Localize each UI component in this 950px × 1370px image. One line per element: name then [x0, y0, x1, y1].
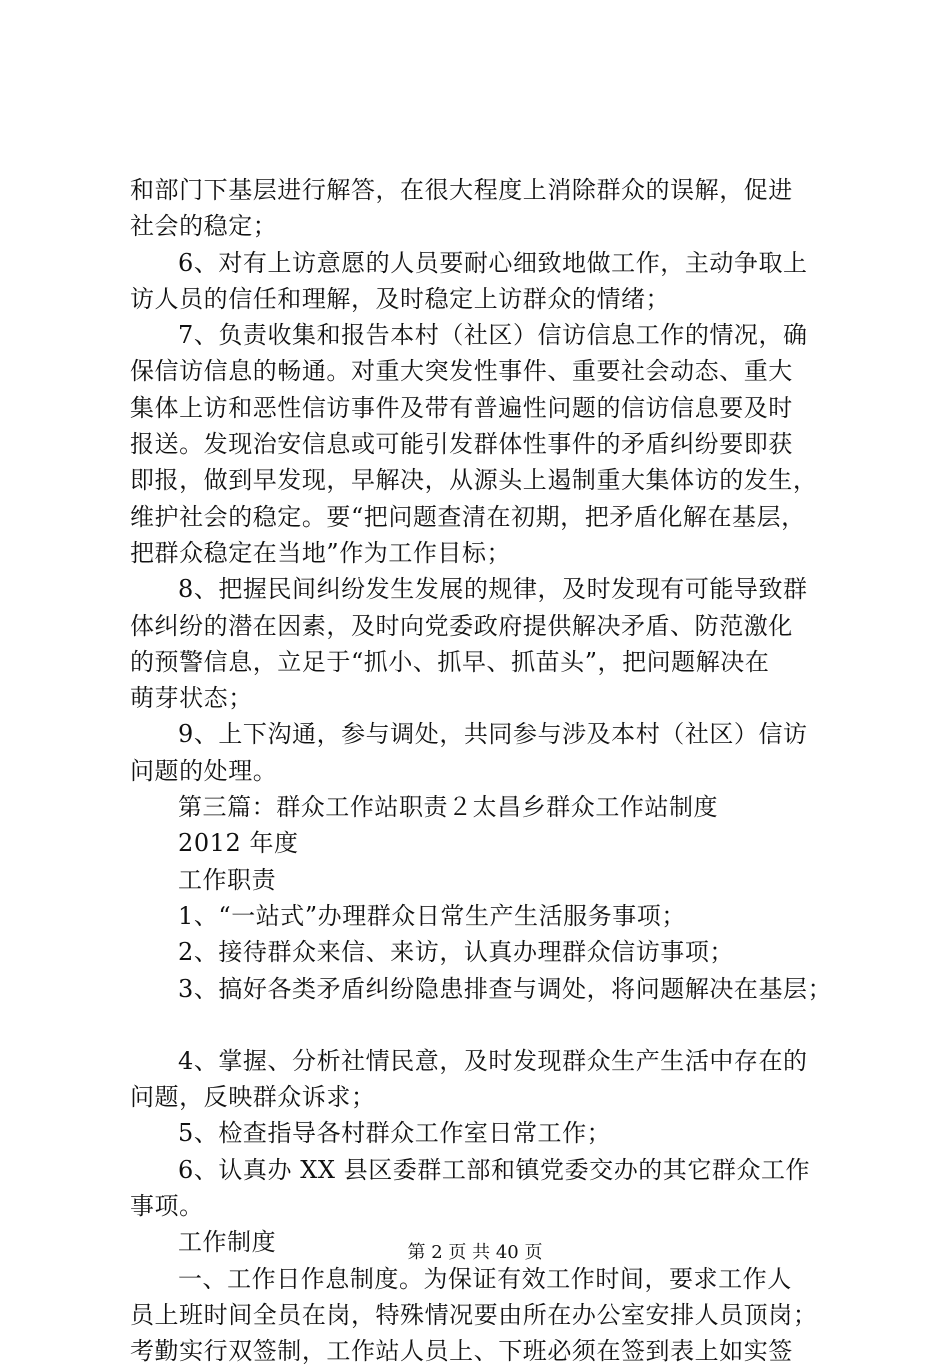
text-line: 报送。发现治安信息或可能引发群体性事件的矛盾纠纷要即获 [130, 430, 793, 459]
text-line: 2、接待群众来信、来访，认真办理群众信访事项； [178, 938, 734, 967]
text-line: 7、负责收集和报告本村（社区）信访信息工作的情况，确 [178, 321, 808, 350]
text-line: 5、检查指导各村群众工作室日常工作； [178, 1119, 612, 1148]
section-heading: 第三篇：群众工作站职责２太昌乡群众工作站制度 [178, 793, 719, 822]
text-line: 即报，做到早发现，早解决，从源头上遏制重大集体访的发生， [130, 466, 818, 495]
text-line: 一、工作日作息制度。为保证有效工作时间，要求工作人 [178, 1264, 792, 1293]
text-line: 维护社会的稳定。要“把问题查清在初期，把矛盾化解在基层， [130, 502, 806, 531]
text-line: 9、上下沟通，参与调处，共同参与涉及本村（社区）信访 [178, 720, 808, 749]
text-line: 事项。 [130, 1192, 204, 1221]
subheading: 工作职责 [178, 865, 277, 894]
text-line: 体纠纷的潜在因素，及时向党委政府提供解决矛盾、防范激化 [130, 611, 793, 640]
page-number-footer: 第 2 页 共 40 页 [407, 1242, 543, 1263]
text-line: 把群众稳定在当地”作为工作目标； [130, 538, 512, 567]
text-line: 2012 年度 [178, 829, 299, 858]
text-line: 的预警信息，立足于“抓小、抓早、抓苗头”，把问题解决在 [130, 647, 770, 676]
text-line: 保信访信息的畅通。对重大突发性事件、重要社会动态、重大 [130, 357, 793, 386]
text-line: 考勤实行双签制，工作站人员上、下班必须在签到表上如实签 [130, 1337, 793, 1366]
text-line: 6、认真办 XX 县区委群工部和镇党委交办的其它群众工作 [178, 1155, 811, 1184]
text-line: 集体上访和恶性信访事件及带有普遍性问题的信访信息要及时 [130, 393, 793, 422]
text-line: 问题，反映群众诉求； [130, 1083, 376, 1112]
text-line: 1、“一站式”办理群众日常生产生活服务事项； [178, 901, 686, 930]
text-line: 3、搞好各类矛盾纠纷隐患排查与调处，将问题解决在基层； [178, 974, 833, 1003]
text-line: 社会的稳定； [130, 212, 278, 241]
text-line: 6、对有上访意愿的人员要耐心细致地做工作，主动争取上 [178, 248, 808, 277]
text-line: 员上班时间全员在岗，特殊情况要由所在办公室安排人员顶岗； [130, 1300, 818, 1329]
text-line: 萌芽状态； [130, 684, 253, 713]
text-line: 问题的处理。 [130, 756, 278, 785]
blank-line [130, 1007, 845, 1043]
text-line: 4、掌握、分析社情民意，及时发现群众生产生活中存在的 [178, 1046, 808, 1075]
text-line: 8、把握民间纠纷发生发展的规律，及时发现有可能导致群 [178, 575, 808, 604]
text-line: 访人员的信任和理解，及时稳定上访群众的情绪； [130, 284, 671, 313]
document-body [130, 172, 845, 1370]
text-line: 和部门下基层进行解答，在很大程度上消除群众的误解，促进 [130, 176, 793, 204]
subheading: 工作制度 [178, 1228, 277, 1257]
